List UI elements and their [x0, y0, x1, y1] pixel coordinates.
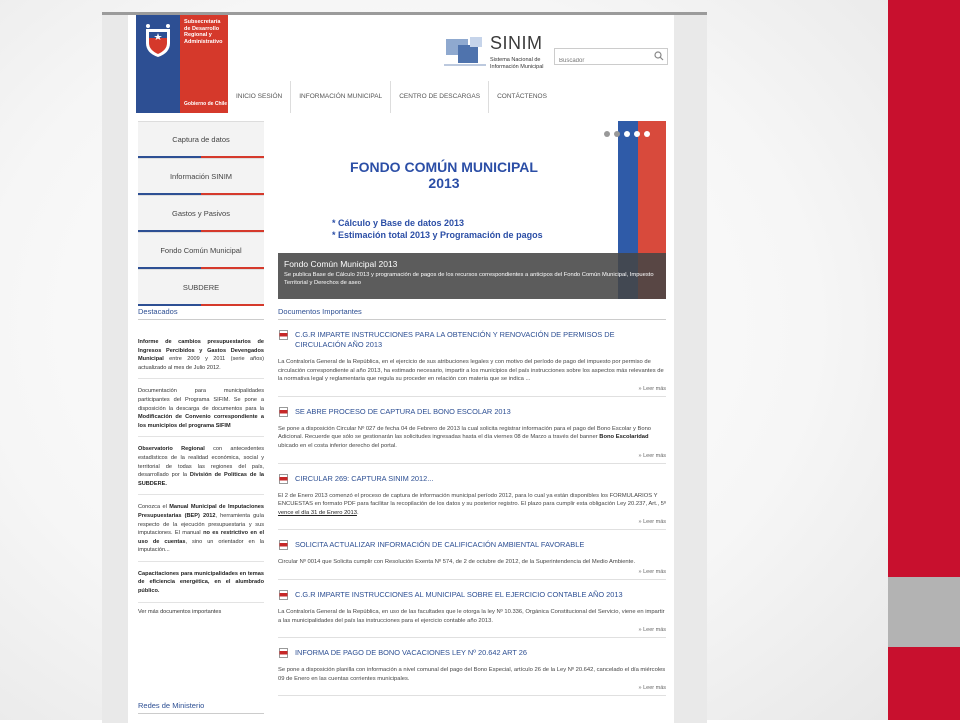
document-item	[278, 638, 666, 696]
sinim-page	[128, 15, 674, 723]
destacado-text: , sino un orientador en la imputación...	[138, 538, 264, 554]
pdf-icon	[279, 540, 288, 550]
slider-dot[interactable]	[614, 131, 620, 137]
destacado-text: Conozca el	[138, 504, 170, 511]
document-title-link[interactable]: SOLICITA ACTUALIZAR INFORMACIÓN DE CALIFICACIÓN AMBIENTAL FAVORABLE	[295, 540, 585, 550]
redes-section	[138, 699, 264, 714]
document-summary-text: Bono Escolaridad	[599, 434, 649, 441]
destacados-section	[138, 305, 264, 615]
document-summary-text: Se pone a disposición Circular Nº 027 de fecha 04 de Febrero de 2013 la cual solicita registrar información para el pago del Bono Escolar y Bono Adicional. Recuerde que sólo se gestionarán las solicitudes ingresadas hasta el día viernes 08 de Marzo a través del banner	[278, 425, 652, 441]
document-summary-text: El 2 de Enero 2013 comenzó el proceso de captura de información municipal período 2012, para lo cual ya están disponibles los FORMULARIOS Y ENCUESTAS en formato PDF para facilitar la recopilación de los datos y su posterior registro. El plazo para cumplir esta obligación Ley 20.237, Art., 5º	[278, 492, 667, 508]
slider-dot[interactable]	[604, 131, 610, 137]
nav-informacion-municipal[interactable]: INFORMACIÓN MUNICIPAL	[291, 81, 391, 113]
sidebar-item-gastos[interactable]: Gastos y Pasivos	[138, 195, 264, 232]
destacado-item[interactable]	[138, 445, 264, 495]
destacados-title: Destacados	[138, 305, 264, 320]
leer-mas-link[interactable]: » Leer más	[638, 568, 666, 575]
sinim-subtitle: Sistema Nacional de Información Municipal	[490, 57, 544, 70]
document-summary-text: Circular Nº 0014 que Solicita cumplir con Resolución Exenta Nº 574, de 2 de octubre de 2012, de la Superintendencia del Medio Ambiente.	[278, 559, 636, 566]
destacado-item[interactable]	[138, 338, 264, 379]
destacado-item[interactable]	[138, 570, 264, 603]
document-title-link[interactable]: C.G.R IMPARTE INSTRUCCIONES PARA LA OBTENCIÓN Y RENOVACIÓN DE PERMISOS DE CIRCULACIÓN AÑO 2013	[295, 330, 615, 349]
banner-slider[interactable]	[278, 121, 666, 299]
search-box	[554, 48, 668, 65]
document-summary	[278, 666, 666, 683]
sinim-graphic-icon	[444, 35, 486, 69]
destacado-text: Observatorio Regional	[138, 446, 205, 453]
leer-mas-link[interactable]: » Leer más	[638, 452, 666, 459]
main-nav	[228, 81, 674, 113]
document-summary	[278, 358, 666, 384]
destacado-text: Modificación de Convenio correspondiente a los municipios del programa SIFIM	[138, 414, 264, 429]
documentos-section	[278, 305, 666, 696]
destacado-text: Documentación para municipalidades participantes del Programa SIFIM. Se pone a disposición la descarga de documentos para la	[138, 388, 264, 412]
sidebar-item-captura[interactable]: Captura de datos	[138, 121, 264, 158]
destacado-text: con antecedentes estadísticos de la realidad económica, social y territorial de todas las regiones del país, desarrollado por la	[138, 446, 265, 479]
destacado-text: no es restrictivo en el uso de cuentas	[138, 530, 264, 545]
document-title-link[interactable]: CIRCULAR 269: CAPTURA SINIM 2012...	[295, 473, 434, 483]
slider-dot[interactable]	[634, 131, 640, 137]
website-screenshot	[102, 12, 707, 723]
pdf-icon	[279, 590, 288, 600]
slide-decoration-red-bottom	[888, 647, 960, 720]
destacado-text: entre 2009 y 2011 (serie años) actualizado al mes de Julio 2012.	[138, 356, 264, 371]
destacado-text: Manual Municipal de Imputaciones Presupuestarias (BEP) 2012	[138, 504, 264, 519]
nav-contactenos[interactable]: CONTÁCTENOS	[497, 93, 547, 100]
sidebar-item-subdere[interactable]: SUBDERE	[138, 269, 264, 306]
subdere-logo[interactable]	[136, 15, 228, 113]
banner-bullets: * Cálculo y Base de datos 2013 * Estimación total 2013 y Programación de pagos	[332, 218, 543, 240]
ver-mas-link[interactable]: Ver más documentos importantes	[138, 608, 222, 615]
nav-centro-descargas[interactable]: CENTRO DE DESCARGAS	[391, 81, 489, 113]
pdf-icon	[279, 648, 288, 658]
slide-decoration-red-top	[888, 0, 960, 577]
banner-caption-text: Se publica Base de Cálculo 2013 y programación de pagos de los recursos correspondientes a anticipos del Fondo Común Municipal, Impuesto Territorial y Derechos de aseo	[284, 272, 654, 286]
pdf-icon	[279, 407, 288, 417]
sidebar-item-informacion[interactable]: Información SINIM	[138, 158, 264, 195]
document-item	[278, 397, 666, 464]
leer-mas-link[interactable]: » Leer más	[638, 627, 666, 634]
document-title-link[interactable]: C.G.R IMPARTE INSTRUCCIONES AL MUNICIPAL SOBRE EL EJERCICIO CONTABLE AÑO 2013	[295, 589, 623, 599]
search-icon[interactable]	[654, 51, 664, 61]
slide-decoration-gray	[888, 577, 960, 647]
document-summary	[278, 492, 666, 518]
document-title-link[interactable]: SE ABRE PROCESO DE CAPTURA DEL BONO ESCOLAR 2013	[295, 406, 511, 416]
destacado-text: División de Políticas de la SUBDERE.	[138, 472, 264, 487]
slider-dots	[604, 131, 650, 137]
document-summary-text: Se pone a disposición planilla con información a nivel comunal del pago del Bono Especial, artículo 26 de la Ley Nº 20.642, cancelado el día miércoles 09 de Enero en las cuentas corrientes municipales.	[278, 667, 666, 682]
document-summary-text: vence el día 31 de Enero 2013	[278, 509, 357, 516]
sinim-title: SINIM	[490, 33, 543, 53]
destacado-text: Capacitaciones para municipalidades en temas de eficiencia energética, en el alumbrado público.	[138, 570, 264, 595]
leer-mas-link[interactable]: » Leer más	[638, 385, 666, 392]
banner-caption	[278, 253, 666, 299]
pdf-icon	[279, 330, 288, 340]
search-input[interactable]	[555, 55, 655, 68]
document-summary	[278, 608, 666, 625]
slider-dot[interactable]	[644, 131, 650, 137]
document-summary-text: .	[356, 509, 359, 516]
nav-inicio-sesion[interactable]: INICIO SESIÓN	[228, 81, 291, 113]
redes-title: Redes de Ministerio	[138, 699, 264, 714]
leer-mas-link[interactable]: » Leer más	[638, 685, 666, 692]
coat-of-arms-icon	[140, 21, 176, 59]
destacado-item[interactable]	[138, 503, 264, 562]
documentos-title: Documentos Importantes	[278, 305, 666, 320]
document-item	[278, 530, 666, 580]
destacado-item[interactable]	[138, 387, 264, 437]
document-item	[278, 580, 666, 638]
banner-caption-title: Fondo Común Municipal 2013	[284, 259, 398, 269]
slider-dot[interactable]	[624, 131, 630, 137]
document-title-link[interactable]: INFORMA DE PAGO DE BONO VACACIONES LEY Nº 20.642 ART 26	[295, 648, 528, 658]
leer-mas-link[interactable]: » Leer más	[638, 519, 666, 526]
document-summary-text: ubicado en el costa inferior derecho del portal.	[278, 442, 397, 449]
documentos-list	[278, 320, 666, 696]
document-item	[278, 464, 666, 531]
document-summary	[278, 425, 666, 451]
sidebar-item-fondo-comun[interactable]: Fondo Común Municipal	[138, 232, 264, 269]
sidebar-menu	[138, 121, 264, 306]
document-summary-text: La Contraloría General de la República, en uso de las facultades que le otorga la ley Nº 10.336, Orgánica Constitucional del Servicio, viene en impartir a las municipalidades del país las instrucciones para el ejercicio contable año 2013.	[278, 608, 665, 624]
logo-footer: Gobierno de Chile	[184, 101, 228, 107]
banner-title: FONDO COMÚN MUNICIPAL 2013	[350, 159, 538, 191]
destacado-text: , herramienta guía respecto de la ejecución presupuestaria y sus imputaciones. El manual	[138, 512, 264, 537]
document-summary	[278, 558, 666, 567]
document-summary-text: La Contraloría General de la República, en el ejercicio de sus atribuciones legales y con motivo del período de pago del impuesto por permiso de circulación correspondiente al año 2013, ha estimado necesario, impartir a los municipios del país instrucciones sobre los aspectos más relevantes de la normativa legal y reglamentaria que regula su proceder en relación con materia que se indica ...	[278, 359, 664, 383]
logo-text: Subsecretaría de Desarrollo Regional y Administrativo	[184, 19, 223, 45]
destacados-list	[138, 320, 264, 603]
sinim-logo[interactable]	[444, 31, 554, 77]
destacado-text: Informe de cambios presupuestarios de Ingresos Percibidos y Gastos Devengados Municipal	[138, 339, 264, 363]
pdf-icon	[279, 474, 288, 484]
document-item	[278, 320, 666, 397]
